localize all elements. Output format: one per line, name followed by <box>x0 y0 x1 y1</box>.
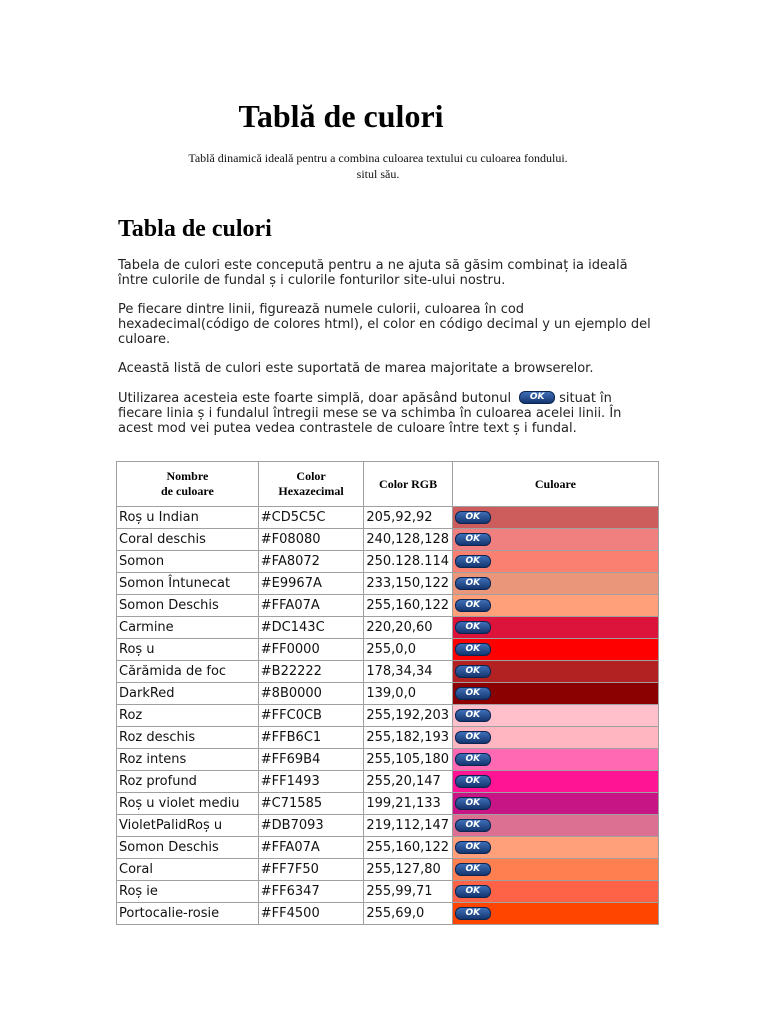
color-name-cell: Somon Deschis <box>117 837 259 859</box>
color-swatch-cell <box>452 551 658 573</box>
color-name-cell: VioletPalidRoș u <box>117 815 259 837</box>
color-name-cell: Roș ie <box>117 881 259 903</box>
rgb-value-cell: 255,192,203 <box>364 705 452 727</box>
hex-code-cell: #FFB6C1 <box>258 727 364 749</box>
color-name-cell: Somon Deschis <box>117 595 259 617</box>
hex-code-cell: #B22222 <box>258 661 364 683</box>
color-name-cell: Roș u violet mediu <box>117 793 259 815</box>
table-row <box>117 661 659 683</box>
ok-button[interactable]: OK <box>455 841 491 854</box>
ok-button[interactable]: OK <box>455 665 491 678</box>
ok-button[interactable]: OK <box>455 731 491 744</box>
color-name-cell: Cărămida de foc <box>117 661 259 683</box>
color-name-cell: Coral <box>117 859 259 881</box>
ok-button[interactable]: OK <box>455 797 491 810</box>
table-row <box>117 639 659 661</box>
color-name-cell: Roz profund <box>117 771 259 793</box>
rgb-value-cell: 220,20,60 <box>364 617 452 639</box>
ok-button[interactable]: OK <box>455 907 491 920</box>
color-swatch-cell <box>452 573 658 595</box>
color-swatch-cell <box>452 881 658 903</box>
hex-code-cell: #CD5C5C <box>258 507 364 529</box>
intro-paragraph: Tabela de culori este concepută pentru a ne ajuta să găsim combinaț ia ideală între culorile de fundal ș i culorile fonturilor site-ului nostru. <box>118 258 628 288</box>
table-row <box>117 793 659 815</box>
table-row <box>117 617 659 639</box>
ok-button[interactable]: OK <box>455 885 491 898</box>
color-swatch-cell <box>452 507 658 529</box>
ok-button[interactable]: OK <box>455 775 491 788</box>
rgb-value-cell: 255,0,0 <box>364 639 452 661</box>
header-color-name: Nombre de culoare <box>117 462 259 507</box>
usage-paragraph <box>118 391 658 436</box>
color-swatch-cell <box>452 595 658 617</box>
color-swatch-cell <box>452 749 658 771</box>
table-row <box>117 551 659 573</box>
rgb-value-cell: 139,0,0 <box>364 683 452 705</box>
description-paragraph: Pe fiecare dintre linii, figurează numele culorii, culoarea în cod hexadecimal(código de colores html), el color en código decimal y un ejemplo del culoare. <box>118 302 651 347</box>
rgb-value-cell: 255,20,147 <box>364 771 452 793</box>
color-name-cell: DarkRed <box>117 683 259 705</box>
page-subtitle <box>108 150 648 182</box>
hex-code-cell: #FF0000 <box>258 639 364 661</box>
table-row <box>117 749 659 771</box>
color-name-cell: Carmine <box>117 617 259 639</box>
ok-button[interactable]: OK <box>455 863 491 876</box>
table-header-row <box>117 462 659 507</box>
ok-button[interactable]: OK <box>455 687 491 700</box>
table-row <box>117 683 659 705</box>
hex-code-cell: #8B0000 <box>258 683 364 705</box>
color-swatch-cell <box>452 793 658 815</box>
hex-code-cell: #F08080 <box>258 529 364 551</box>
rgb-value-cell: 255,105,180 <box>364 749 452 771</box>
ok-button[interactable]: OK <box>455 819 491 832</box>
table-row <box>117 859 659 881</box>
hex-code-cell: #DB7093 <box>258 815 364 837</box>
hex-code-cell: #FA8072 <box>258 551 364 573</box>
rgb-value-cell: 255,69,0 <box>364 903 452 925</box>
section-title: Tabla de culori <box>118 216 272 242</box>
color-table-body <box>117 507 659 925</box>
color-name-cell: Roz <box>117 705 259 727</box>
table-row <box>117 881 659 903</box>
color-name-cell: Roș u Indian <box>117 507 259 529</box>
rgb-value-cell: 178,34,34 <box>364 661 452 683</box>
table-row <box>117 837 659 859</box>
hex-code-cell: #FFA07A <box>258 837 364 859</box>
rgb-value-cell: 255,99,71 <box>364 881 452 903</box>
hex-code-cell: #E9967A <box>258 573 364 595</box>
ok-button[interactable]: OK <box>455 533 491 546</box>
table-row <box>117 595 659 617</box>
ok-button[interactable]: OK <box>455 753 491 766</box>
browser-support-paragraph: Această listă de culori este suportată de marea majoritate a browserelor. <box>118 361 594 376</box>
example-ok-button[interactable]: OK <box>519 391 555 404</box>
table-row <box>117 529 659 551</box>
ok-button[interactable]: OK <box>455 621 491 634</box>
hex-code-cell: #DC143C <box>258 617 364 639</box>
color-name-cell: Roș u <box>117 639 259 661</box>
table-row <box>117 705 659 727</box>
table-row <box>117 573 659 595</box>
color-name-cell: Roz deschis <box>117 727 259 749</box>
hex-code-cell: #FF69B4 <box>258 749 364 771</box>
hex-code-cell: #FF6347 <box>258 881 364 903</box>
hex-code-cell: #FF7F50 <box>258 859 364 881</box>
table-row <box>117 727 659 749</box>
table-row <box>117 507 659 529</box>
subtitle-line-1: Tablă dinamică ideală pentru a combina culoarea textului cu culoarea fondului. <box>188 151 568 165</box>
color-swatch-cell <box>452 661 658 683</box>
hex-code-cell: #FF1493 <box>258 771 364 793</box>
color-swatch-cell <box>452 617 658 639</box>
rgb-value-cell: 233,150,122 <box>364 573 452 595</box>
rgb-value-cell: 205,92,92 <box>364 507 452 529</box>
color-name-cell: Somon <box>117 551 259 573</box>
header-hex: Color Hexazecimal <box>258 462 364 507</box>
usage-text-end: situat în fiecare linia ș i fundalul întregii mese se va schimba în culoarea acelei linii. În acest mod vei putea vedea contrastele de culoare între text ș i fundal. <box>118 391 622 436</box>
header-rgb: Color RGB <box>364 462 452 507</box>
hex-code-cell: #C71585 <box>258 793 364 815</box>
color-name-cell: Roz intens <box>117 749 259 771</box>
rgb-value-cell: 199,21,133 <box>364 793 452 815</box>
table-row <box>117 771 659 793</box>
hex-code-cell: #FFA07A <box>258 595 364 617</box>
hex-code-cell: #FFC0CB <box>258 705 364 727</box>
ok-button[interactable]: OK <box>455 599 491 612</box>
header-swatch: Culoare <box>452 462 658 507</box>
color-swatch-cell <box>452 639 658 661</box>
table-row <box>117 903 659 925</box>
color-name-cell: Portocalie-rosie <box>117 903 259 925</box>
rgb-value-cell: 240,128,128 <box>364 529 452 551</box>
rgb-value-cell: 255,127,80 <box>364 859 452 881</box>
rgb-value-cell: 255,160,122 <box>364 595 452 617</box>
color-swatch-cell <box>452 815 658 837</box>
color-swatch-cell <box>452 859 658 881</box>
color-swatch-cell <box>452 705 658 727</box>
ok-button[interactable]: OK <box>455 643 491 656</box>
color-swatch-cell <box>452 683 658 705</box>
color-swatch-cell <box>452 727 658 749</box>
color-swatch-cell <box>452 903 658 925</box>
rgb-value-cell: 219,112,147 <box>364 815 452 837</box>
page-title: Tablă de culori <box>238 98 444 134</box>
ok-button[interactable]: OK <box>455 555 491 568</box>
hex-code-cell: #FF4500 <box>258 903 364 925</box>
ok-button[interactable]: OK <box>455 709 491 722</box>
color-name-cell: Coral deschis <box>117 529 259 551</box>
color-swatch-cell <box>452 837 658 859</box>
color-table <box>116 461 659 925</box>
ok-button[interactable]: OK <box>455 511 491 524</box>
color-name-cell: Somon Întunecat <box>117 573 259 595</box>
ok-button[interactable]: OK <box>455 577 491 590</box>
usage-text-start: Utilizarea acesteia este foarte simplă, doar apăsând butonul <box>118 391 512 406</box>
rgb-value-cell: 255,160,122 <box>364 837 452 859</box>
rgb-value-cell: 255,182,193 <box>364 727 452 749</box>
color-swatch-cell <box>452 529 658 551</box>
subtitle-line-2: situl său. <box>356 167 400 181</box>
table-row <box>117 815 659 837</box>
color-swatch-cell <box>452 771 658 793</box>
rgb-value-cell: 250.128.114 <box>364 551 452 573</box>
